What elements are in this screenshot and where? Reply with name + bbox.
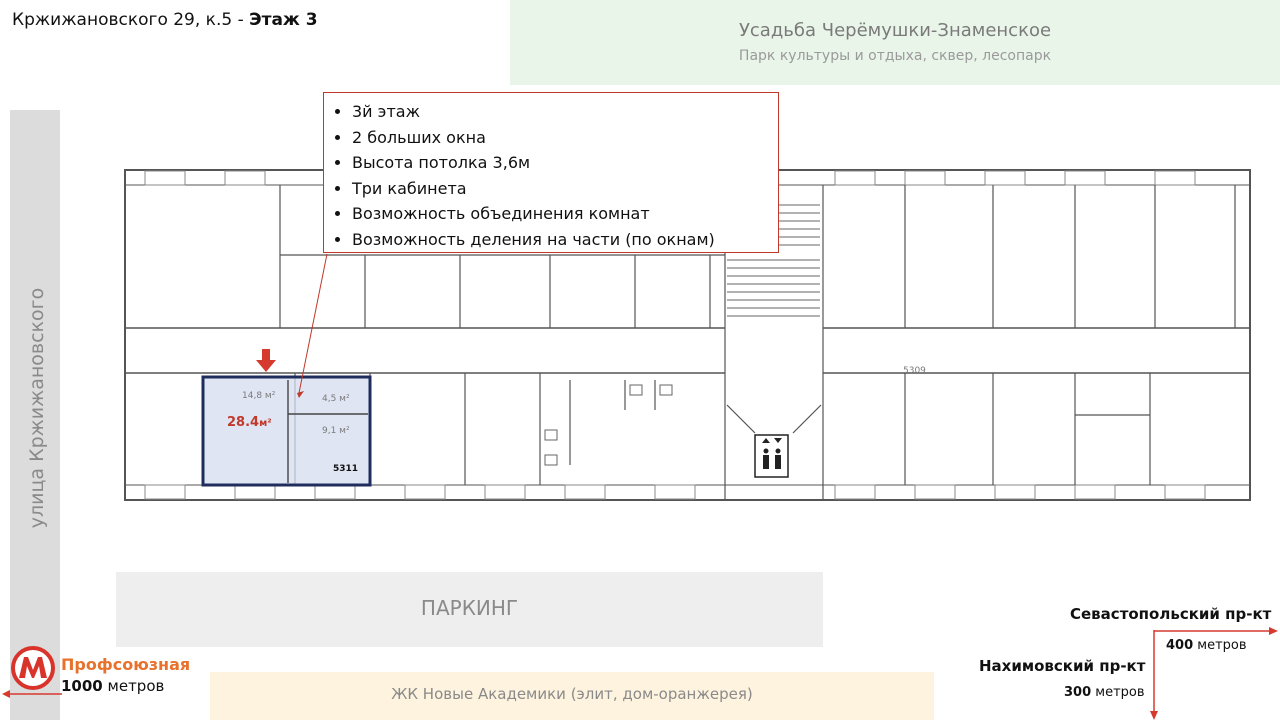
address-text: Кржижановского 29, к.5 - <box>12 10 250 30</box>
nakhimovsky-distance-value: 300 <box>1064 685 1092 700</box>
unit-total-area <box>227 415 272 430</box>
direction-arrows <box>1140 620 1280 720</box>
park-area <box>510 0 1280 85</box>
corridor-number: 5309 <box>903 366 926 376</box>
parking-label: ПАРКИНГ <box>420 596 519 620</box>
elevator-icon <box>755 435 788 477</box>
feature-item: • Возможность деления на части (по окнам) <box>352 227 768 253</box>
unit-total-suffix: м² <box>259 418 272 429</box>
sevastopolsky-distance-unit: метров <box>1193 638 1247 653</box>
floor-text: Этаж 3 <box>249 10 318 30</box>
parking-area <box>116 572 823 647</box>
unit-number: 5311 <box>333 464 359 474</box>
page-title <box>12 10 318 30</box>
features-list <box>334 99 768 252</box>
down-arrow-head <box>1150 711 1158 720</box>
metro-station-name: Профсоюзная <box>61 655 191 674</box>
street-label: улица Кржижановского <box>26 287 48 529</box>
room-area-1: 14,8 м² <box>242 391 276 401</box>
sevastopolsky-distance-value: 400 <box>1166 638 1194 653</box>
room-area-2: 4,5 м² <box>322 394 350 404</box>
metro-m-icon <box>10 645 56 691</box>
metro-direction-arrow <box>2 688 62 700</box>
unit-marker-arrow <box>256 349 276 372</box>
room-area-3: 9,1 м² <box>322 426 350 436</box>
nakhimovsky-distance-unit: метров <box>1091 685 1145 700</box>
feature-item: • 2 больших окна <box>352 125 768 151</box>
feature-item: • 3й этаж <box>352 99 768 125</box>
unit-total-value: 28.4 <box>227 415 260 430</box>
nakhimovsky-label: Нахимовский пр-кт <box>979 657 1146 675</box>
right-arrow-head <box>1269 627 1278 635</box>
sevastopolsky-label: Севастопольский пр-кт <box>1070 605 1272 623</box>
park-name: Усадьба Черёмушки-Знаменское <box>738 20 1052 41</box>
nakhimovsky-distance <box>1064 685 1145 700</box>
metro-distance <box>61 677 164 695</box>
residential-area <box>210 672 934 720</box>
feature-item: • Высота потолка 3,6м <box>352 150 768 176</box>
feature-item: • Возможность объединения комнат <box>352 201 768 227</box>
feature-item: • Три кабинета <box>352 176 768 202</box>
residential-label: ЖК Новые Академики (элит, дом-оранжерея) <box>391 685 753 703</box>
features-callout <box>323 92 779 253</box>
callout-leader-line <box>299 254 327 393</box>
park-description: Парк культуры и отдыха, сквер, лесопарк <box>738 48 1052 64</box>
metro-distance-unit: метров <box>102 677 165 695</box>
metro-distance-value: 1000 <box>61 677 103 695</box>
